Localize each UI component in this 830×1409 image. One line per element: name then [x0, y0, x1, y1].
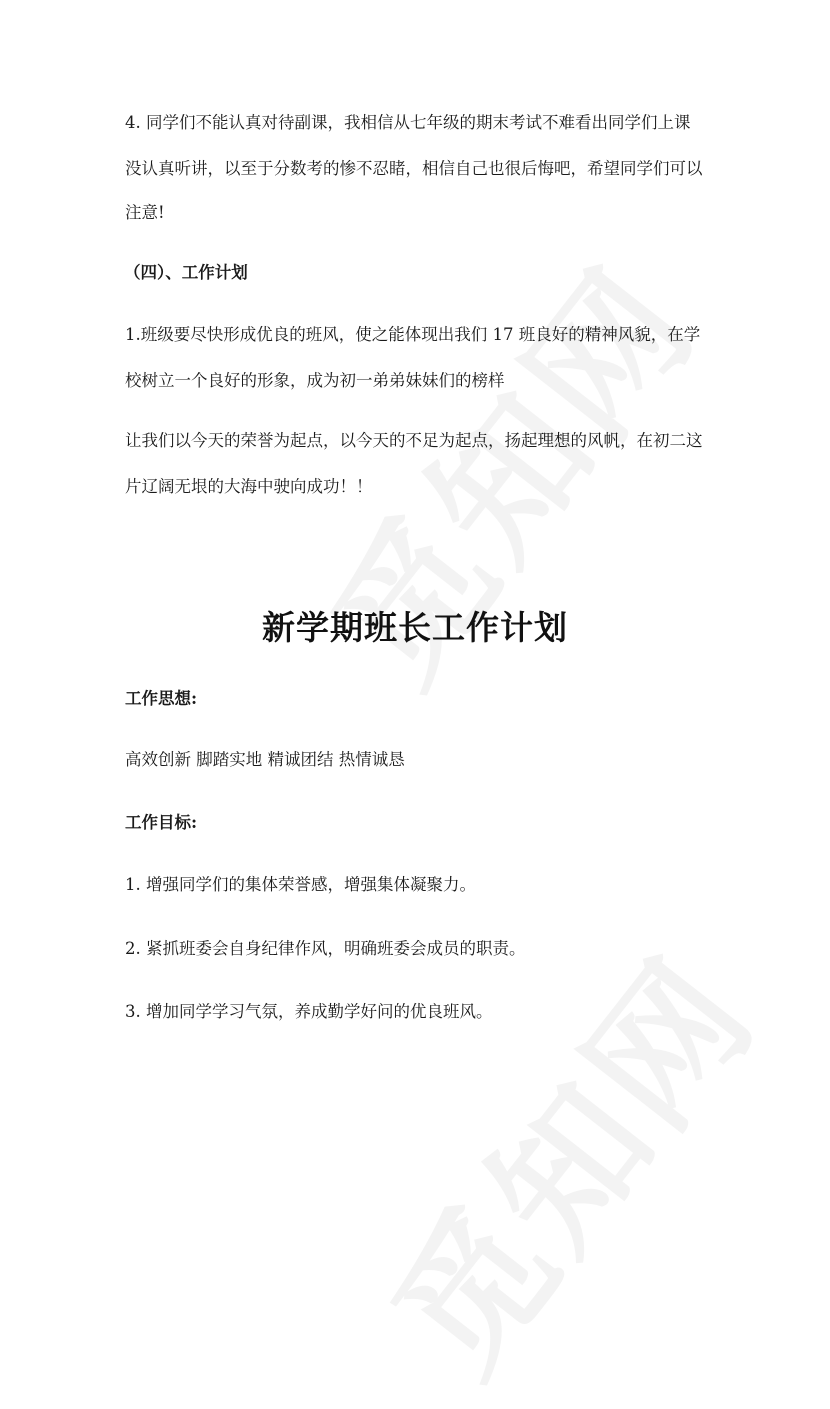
plan1-line-2: 校树立一个良好的形象，成为初一弟弟妹妹们的榜样: [125, 371, 505, 390]
plan1-line-1: 1.班级要尽快形成优良的班风，使之能体现出我们 17 班良好的精神风貌，在学: [125, 325, 701, 344]
section-heading-work-plan: （四）、工作计划: [124, 263, 248, 282]
goal-item: 1. 增强同学们的集体荣誉感，增强集体凝聚力。: [125, 875, 476, 894]
goal-item: 3. 增加同学学习气氛，养成勤学好问的优良班风。: [125, 1002, 493, 1021]
watermark: [335, 907, 793, 1409]
item4-line-1: 4. 同学们不能认真对待副课，我相信从七年级的期末考试不难看出同学们上课: [125, 113, 691, 132]
closing-line-2: 片辽阔无垠的大海中驶向成功！！: [125, 477, 373, 496]
goal-item: 2. 紧抓班委会自身纪律作风，明确班委会成员的职责。: [125, 939, 526, 958]
item4-line-2: 没认真听讲，以至于分数考的惨不忍睹，相信自己也很后悔吧，希望同学们可以: [125, 159, 703, 178]
page-title: 新学期班长工作计划: [262, 608, 568, 647]
closing-line-1: 让我们以今天的荣誉为起点，以今天的不足为起点，扬起理想的风帆，在初二这: [125, 431, 703, 450]
item4-line-3: 注意!: [125, 203, 165, 222]
thought-text: 高效创新 脚踏实地 精诚团结 热情诚恳: [125, 750, 405, 769]
goals-heading: 工作目标:: [125, 813, 198, 832]
thought-heading: 工作思想:: [125, 689, 198, 708]
